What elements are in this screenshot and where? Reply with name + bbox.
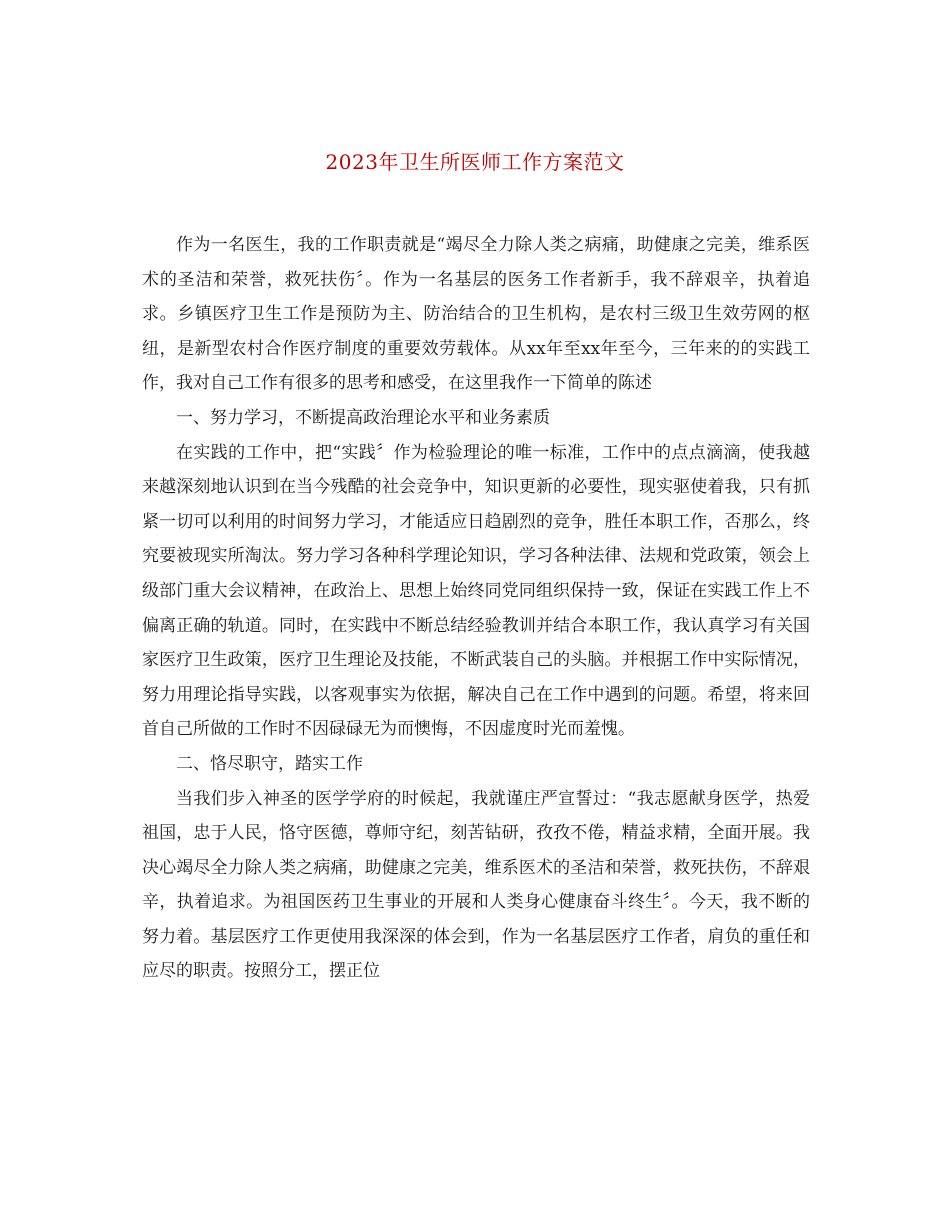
document-body — [142, 228, 810, 989]
document-title: 2023年卫生所医师工作方案范文 — [325, 150, 625, 174]
section-1-paragraph: 在实践的工作中，把“实践〞作为检验理论的唯一标准，工作中的点点滴滴，使我越来越深刻地认识到在当今残酷的社会竞争中，知识更新的必要性，现实驱使着我，只有抓紧一切可以利用的时间努力学习，才能适应日趋剧烈的竞争，胜任本职工作，否那么，终究要被现实所淘汰。努力学习各种科学理论知识，学习各种法律、法规和党政策，领会上级部门重大会议精神，在政治上、思想上始终同党同组织保持一致，保证在实践工作上不偏离正确的轨道。同时，在实践中不断总结经验教训并结合本职工作，我认真学习有关国家医疗卫生政策，医疗卫生理论及技能，不断武装自己的头脑。并根据工作中实际情况，努力用理论指导实践，以客观事实为依据，解决自己在工作中遇到的问题。希望，将来回首自己所做的工作时不因碌碌无为而懊悔，不因虚度时光而羞愧。 — [142, 442, 810, 740]
intro-paragraph: 作为一名医生，我的工作职责就是“竭尽全力除人类之病痛，助健康之完美，维系医术的圣洁和荣誉，救死扶伤〞。作为一名基层的医务工作者新手，我不辞艰辛，执着追求。乡镇医疗卫生工作是预防为主、防治结合的卫生机构，是农村三级卫生效劳网的枢纽，是新型农村合作医疗制度的重要效劳载体。从xx年至xx年至今，三年来的的实践工作，我对自己工作有很多的思考和感受，在这里我作一下简单的陈述 — [142, 235, 810, 394]
section-heading-2: 二、恪尽职守，踏实工作 — [176, 753, 363, 774]
section-heading-1: 一、努力学习，不断提高政治理论水平和业务素质 — [176, 407, 550, 428]
section-2-paragraph: 当我们步入神圣的医学学府的时候起，我就谨庄严宣誓过：“我志愿献身医学，热爱祖国，忠于人民，恪守医德，尊师守纪，刻苦钻研，孜孜不倦，精益求精，全面开展。我决心竭尽全力除人类之病痛，助健康之完美，维系医术的圣洁和荣誉，救死扶伤，不辞艰辛，执着追求。为祖国医药卫生事业的开展和人类身心健康奋斗终生〞。今天，我不断的努力着。基层医疗工作更使用我深深的体会到，作为一名基层医疗工作者，肩负的重任和应尽的职责。按照分工，摆正位 — [142, 788, 810, 982]
